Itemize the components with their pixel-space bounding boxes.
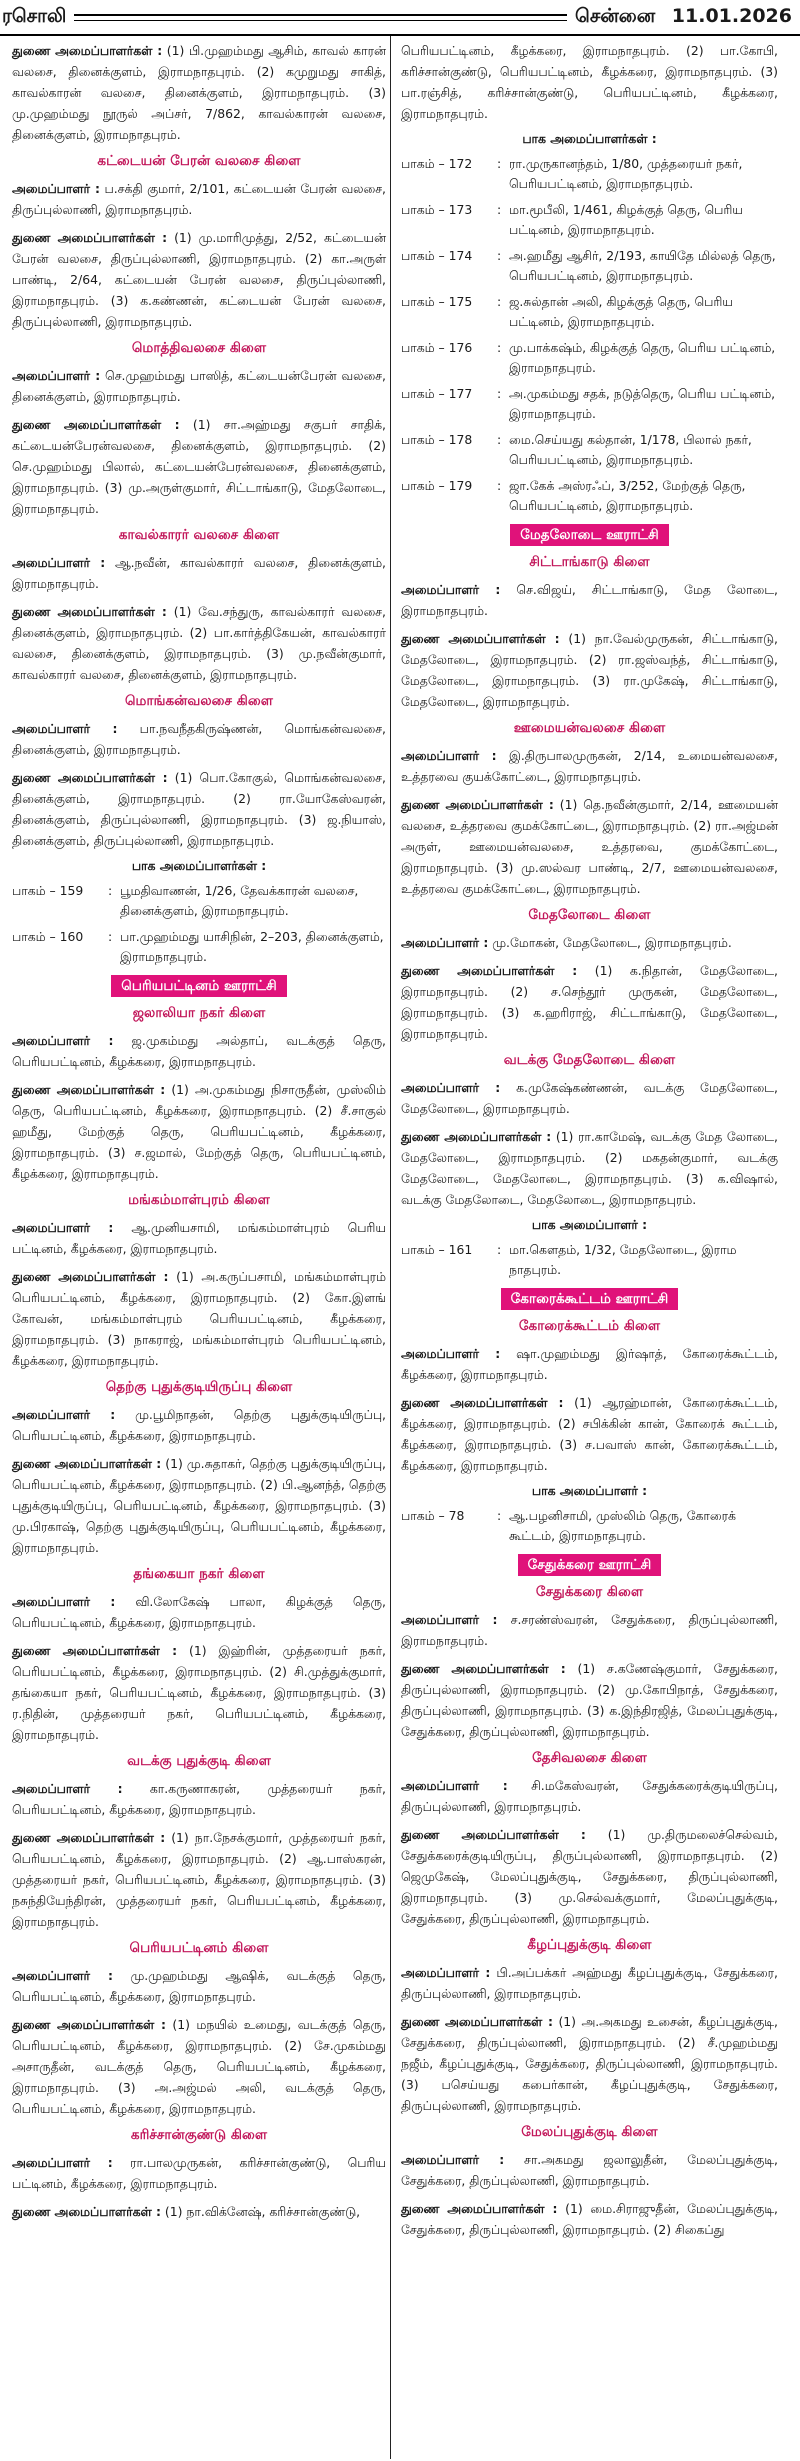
booth-organizers-heading: பாக அமைப்பாளர்கள் : [131,858,267,873]
role-label: அமைப்பாளர் : [12,1781,123,1796]
branch-heading: சேதுக்கரை கிளை [535,1584,644,1600]
role-label: துணை அமைப்பாளர்கள் : [12,230,168,245]
branch-heading: கோரைக்கூட்டம் கிளை [518,1318,661,1334]
member-details: பெரியபட்டினம், கீழக்கரை, இராமநாதபுரம். (2) பா.கோபி, கரிச்சான்குண்டு, பெரியபட்டினம், கீழக்கரை, இராமநாதபுரம். (3) பா.ரஞ்சித், கரிச்சான்குண்டு, பெரியபட்டினம், கீழக்கரை, இராமநாதபுரம். [401,43,778,121]
member-details: (1) நா.நேசக்குமார், முத்தரையர் நகர், பெரியபட்டினம், கீழக்கரை, இராமநாதபுரம். (2) ஆ.பாஸ்கரன், முத்தரையர் நகர், பெரியபட்டினம், கீழக்கரை, இராமநாதபுரம். (3) நசுந்தியேந்திரன், முத்தரையர் நகர், பெரியபட்டினம், கீழக்கரை, இராமநாதபுரம். [12,1830,386,1929]
member-details: மு.முஹம்மது ஆஷிக், வடக்குத் தெரு, பெரியபட்டினம், கீழக்கரை, இராமநாதபுரம். [12,1968,386,2004]
booth-number: பாகம் – 173 [401,202,473,217]
booth-colon: : [497,202,502,217]
branch-heading: மங்கம்மாள்புரம் கிளை [128,1192,270,1208]
booth-row [401,338,778,378]
branch-heading: சிட்டாங்காடு கிளை [529,554,650,570]
panchayat-title: கோரைக்கூட்டம் ஊராட்சி [501,1288,679,1310]
booth-organizer: பா.முஹம்மது யாசிநின், 2–203, தினைக்குளம், இராமநாதபுரம். [120,929,384,964]
member-entry [12,1079,386,1184]
member-details: செ.விஜய், சிட்டாங்காடு, மேத லோடை, இராமநாதபுரம். [401,582,778,618]
booth-organizers-heading: பாக அமைப்பாளர் : [531,1483,648,1498]
member-entry [401,1609,778,1651]
branch-heading: மேலப்புதுக்குடி கிளை [521,2124,658,2140]
member-entry [401,1962,778,2004]
member-entry [401,960,778,1044]
branch-heading: ஊமையன்வலசை கிளை [513,720,666,736]
role-label: துணை அமைப்பாளர்கள் : [401,1129,552,1144]
role-label: அமைப்பாளர் : [12,1220,114,1235]
booth-organizer: ஜா.கேக் அஸ்ரஃப், 3/252, மேற்குத் தெரு, பெரியபட்டினம், இராமநாதபுரம். [509,478,746,513]
right-column [391,36,782,2459]
branch-heading: காவல்காரர் வலசை கிளை [118,527,280,543]
member-details: (1) தெ.நவீன்குமார், 2/14, ஊமையன் வலசை, உத்தரவை குமக்கோட்டை, இராமநாதபுரம். (2) ரா.அஜ்மன் அருள், ஊமையன்வலசை, உத்தரவை, குமக்கோட்டை, இராமநாதபுரம். (3) மு.ஸல்வர பாண்டி, 2/7, ஊமையன்வலசை, உத்தரவை குமக்கோட்டை, இராமநாதபுரம். [401,797,778,896]
booth-organizer: ரா.முருகானந்தம், 1/80, முத்தரையர் நகர், பெரியபட்டினம், இராமநாதபுரம். [509,156,743,191]
booth-colon: : [108,883,113,898]
booth-number: பாகம் – 176 [401,340,473,355]
role-label: துணை அமைப்பாளர்கள் : [12,1269,169,1284]
member-details: ரா.பாலமுருகன், கரிச்சான்குண்டு, பெரிய பட்டினம், கீழக்கரை, இராமநாதபுரம். [12,2155,386,2191]
role-label: அமைப்பாளர் : [401,1778,508,1793]
booth-number: பாகம் – 177 [401,386,473,401]
booth-number: பாகம் – 161 [401,1242,473,1257]
member-entry [12,2201,386,2222]
member-entry [12,552,386,594]
masthead-dateline [575,5,800,30]
role-label: துணை அமைப்பாளர்கள் : [12,1456,162,1471]
member-details: (1) க.நிதான், மேதலோடை, இராமநாதபுரம். (2) ச.செந்தூர் முருகன், மேதலோடை, இராமநாதபுரம். (3) க.ஹரிராஜ், சிட்டாங்காடு, மேதலோடை, இராமநாதபுரம். [401,963,778,1041]
branch-heading: தெற்கு புதுக்குடியிருப்பு கிளை [105,1379,293,1395]
member-details: ஜ.முகம்மது அல்தாப், வடக்குத் தெரு, பெரியபட்டினம், கீழக்கரை, இராமநாதபுரம். [12,1033,386,1069]
branch-heading: ஜலாலியா நகர் கிளை [132,1005,266,1021]
branch-heading: பெரியபட்டினம் கிளை [129,1940,269,1956]
member-details: பா.நவநீதகிருஷ்ணன், மொங்கன்வலசை, தினைக்குளம், இராமநாதபுரம். [12,721,386,757]
member-entry [401,745,778,787]
role-label: அமைப்பாளர் : [401,1612,498,1627]
branch-heading: மேதலோடை கிளை [528,907,651,923]
newspaper-name: ரசொலி [2,4,67,27]
branch-heading: வடக்கு மேதலோடை கிளை [503,1052,676,1068]
member-entry [401,794,778,899]
booth-colon: : [497,156,502,171]
member-details: (1) மு.மாரிமுத்து, 2/52, கட்டையன் பேரன் வலசை, திருப்புல்லாணி, இராமநாதபுரம். (2) கா.அருள் பாண்டி, 2/64, கட்டையன் பேரன் வலசை, திருப்புல்லாணி, இராமநாதபுரம். (3) க.கண்ணன், கட்டையன் பேரன் வலசை, திருப்புல்லாணி, இராமநாதபுரம். [12,230,386,329]
member-entry [401,1392,778,1476]
role-label: அமைப்பாளர் : [401,1080,501,1095]
member-details: சி.மகேஸ்வரன், சேதுக்கரைக்குடியிருப்பு, திருப்புல்லாணி, இராமநாதபுரம். [401,1778,778,1814]
booth-organizer: பூமதிவாணன், 1/26, தேவக்காரன் வலசை, தினைக்குளம், இராமநாதபுரம். [120,883,359,918]
member-details: (1) பி.முஹம்மது ஆசிம், காவல் காரன் வலசை, தினைக்குளம், இராமநாதபுரம். (2) கமுறுமது சாகித், காவல்காரன் வலசை, தினைக்குளம், இராமநாதபுரம். (3) மு.முஹம்மது நூருல் அப்சர், 7/862, காவல்காரன் வலசை, தினைக்குளம், இராமநாதபுரம். [12,43,386,142]
member-entry [401,579,778,621]
branch-heading: கட்டையன் பேரன் வலசை கிளை [97,153,301,169]
panchayat-banner [401,1554,778,1576]
member-details: (1) மநயில் உமைது, வடக்குத் தெரு, பெரியபட்டினம், கீழக்கரை, இராமநாதபுரம். (2) சே.முகம்மது அசாருதீன், வடக்குத் தெரு, பெரியபட்டினம், கீழக்கரை, இராமநாதபுரம். (3) அ.அஜ்மல் அலி, வடக்குத் தெரு, பெரியபட்டினம், கீழக்கரை, இராமநாதபுரம். [12,2017,386,2116]
member-details: (1) மு.திருமலைச்செல்வம், சேதுக்கரைக்குடியிருப்பு, திருப்புல்லாணி, இராமநாதபுரம். (2) ஜெமுகேஷ், மேலப்புதுக்குடி, சேதுக்கரை, திருப்புல்லாணி, இராமநாதபுரம். (3) மு.செல்வக்குமார், மேலப்புதுக்குடி, சேதுக்கரை, திருப்புல்லாணி, இராமநாதபுரம். [401,1827,778,1926]
member-entry [12,2014,386,2119]
role-label: துணை அமைப்பாளர்கள் : [12,1082,166,1097]
booth-number: பாகம் – 175 [401,294,473,309]
member-entry [12,414,386,519]
role-label: துணை அமைப்பாளர்கள் : [401,1395,564,1410]
member-details: (1) ஆரஹ்மான், கோரைக்கூட்டம், கீழக்கரை, இராமநாதபுரம். (2) சபிக்கின் கான், கோரைக் கூட்டம், கீழக்கரை, இராமநாதபுரம். (3) ச.பவாஸ் கான், கோரைக்கூட்டம், கீழக்கரை, இராமநாதபுரம். [401,1395,778,1473]
member-details: (1) மை.சிராஜுதீன், மேலப்புதுக்குடி, சேதுக்கரை, திருப்புல்லாணி, இராமநாதபுரம். (2) சிகைப்து [401,2201,778,2237]
booth-number: பாகம் – 78 [401,1508,465,1523]
booth-row [401,1240,778,1280]
booth-organizer: மா.கௌதம், 1/32, மேதலோடை, இராம நாதபுரம். [509,1242,737,1277]
booth-colon: : [497,1508,502,1523]
booth-organizers-heading: பாக அமைப்பாளர்கள் : [522,131,657,146]
booth-number: பாகம் – 172 [401,156,473,171]
booth-colon: : [497,432,502,447]
booth-row [401,1506,778,1546]
panchayat-banner [401,1288,778,1310]
booth-organizer: அ.முகம்மது சதக், நடுத்தெரு, பெரிய பட்டினம், இராமநாதபுரம். [509,386,776,421]
member-entry [12,1404,386,1446]
member-details: கா.கருணாகரன், முத்தரையர் நகர், பெரியபட்டினம், கீழக்கரை, இராமநாதபுரம். [12,1781,386,1817]
member-details: (1) அ.அகமது உசைன், கீழப்புதுக்குடி, சேதுக்கரை, திருப்புல்லாணி, இராமநாதபுரம். (2) சீ.முஹம்மது நஜீம், கீழப்புதுக்குடி, சேதுக்கரை, திருப்புல்லாணி, இராமநாதபுரம். (3) பசெய்யது கபைர்கான், கீழப்புதுக்குடி, சேதுக்கரை, திருப்புல்லாணி, இராமநாதபுரம். [401,2014,778,2113]
member-entry [12,1030,386,1072]
booth-row [401,384,778,424]
member-entry [401,2198,778,2240]
member-details: இ.திருபாலமுருகன், 2/14, உமையன்வலசை, உத்தரவை குயக்கோட்டை, இராமநாதபுரம். [401,748,778,784]
member-details: சா.அகமது ஜலாலுதீன், மேலப்புதுக்குடி, சேதுக்கரை, திருப்புல்லாணி, இராமநாதபுரம். [401,2152,778,2188]
member-details: ச.சரண்ஸ்வரன், சேதுக்கரை, திருப்புல்லாணி, இராமநாதபுரம். [401,1612,778,1648]
member-entry [401,40,778,124]
booth-row [401,476,778,516]
member-entry [12,767,386,851]
booth-colon: : [497,248,502,263]
role-label: துணை அமைப்பாளர்கள் : [12,770,168,785]
masthead-city: சென்னை [575,4,656,27]
role-label: துணை அமைப்பாளர்கள் : [12,2017,166,2032]
member-entry [401,1658,778,1742]
member-entry [12,1266,386,1371]
branch-heading: கீழப்புதுக்குடி கிளை [527,1937,652,1953]
role-label: அமைப்பாளர் : [12,181,100,196]
branch-heading: கரிச்சான்குண்டு கிளை [130,2127,268,2143]
member-details: (1) அ.முகம்மது நிசாருதீன், முஸ்லிம் தெரு, பெரியபட்டினம், கீழக்கரை, இராமநாதபுரம். (2) சீ.சாகுல் ஹமீது, மேற்குத் தெரு, பெரியபட்டினம், கீழக்கரை, இராமநாதபுரம். (3) ச.ஜமால், மேற்குத் தெரு, பெரியபட்டினம், கீழக்கரை, இராமநாதபுரம். [12,1082,386,1181]
role-label: துணை அமைப்பாளர்கள் : [401,1661,566,1676]
role-label: அமைப்பாளர் : [401,2152,505,2167]
member-entry [12,227,386,332]
role-label: துணை அமைப்பாளர்கள் : [12,604,167,619]
member-entry [12,1453,386,1558]
member-details: ப.சக்தி குமார், 2/101, கட்டையன் பேரன் வலசை, திருப்புல்லாணி, இராமநாதபுரம். [12,181,386,217]
role-label: துணை அமைப்பாளர்கள் : [12,417,180,432]
role-label: அமைப்பாளர் : [401,1346,501,1361]
role-label: அமைப்பாளர் : [12,1968,113,1983]
role-label: துணை அமைப்பாளர்கள் : [12,2204,161,2219]
branch-heading: தங்கையா நகர் கிளை [133,1566,265,1582]
member-details: மு.பூமிநாதன், தெற்கு புதுக்குடியிருப்பு, பெரியபட்டினம், கீழக்கரை, இராமநாதபுரம். [12,1407,386,1443]
role-label: அமைப்பாளர் : [12,2155,113,2170]
member-details: (1) சா.அஹ்மது சகுபர் சாதிக், கட்டையன்பேரன்வலசை, தினைக்குளம், இராமநாதபுரம். (2) செ.முஹம்மது பிலால், கட்டையன்பேரன்வலசை, தினைக்குளம், இராமநாதபுரம். (3) மு.அருள்குமார், சிட்டாங்காடு, மேதலோடை, இராமநாதபுரம். [12,417,386,516]
member-details: (1) ச.கணேஷ்குமார், சேதுக்கரை, திருப்புல்லாணி, இராமநாதபுரம். (2) மு.கோபிநாத், சேதுக்கரை, திருப்புல்லாணி, இராமநாதபுரம். (3) க.இந்திரஜித், மேலப்புதுக்குடி, சேதுக்கரை, திருப்புல்லாணி, இராமநாதபுரம். [401,1661,778,1739]
booth-row [12,927,386,967]
member-entry [12,718,386,760]
role-label: துணை அமைப்பாளர்கள் : [12,1643,178,1658]
member-entry [401,628,778,712]
branch-heading: வடக்கு புதுக்குடி கிளை [127,1753,271,1769]
member-entry [12,601,386,685]
member-details: (1) இஹ்ரின், முத்தரையர் நகர், பெரியபட்டினம், கீழக்கரை, இராமநாதபுரம். (2) சி.முத்துக்குமார், தங்கையா நகர், பெரியபட்டினம், கீழக்கரை, இராமநாதபுரம். (3) ர.நிதின், முத்தரையர் நகர், பெரியபட்டினம், கீழக்கரை, இராமநாதபுரம். [12,1643,386,1742]
role-label: துணை அமைப்பாளர்கள் : [12,1830,166,1845]
role-label: அமைப்பாளர் : [12,368,101,383]
member-details: (1) வே.சந்துரு, காவல்காரர் வலசை, தினைக்குளம், இராமநாதபுரம். (2) பா.கார்த்திகேயன், காவல்காரர் வலசை, தினைக்குளம், இராமநாதபுரம். (3) மு.நவீன்குமார், காவல்காரர் வலசை, தினைக்குளம், இராமநாதபுரம். [12,604,386,682]
booth-number: பாகம் – 159 [12,883,84,898]
masthead [0,0,800,36]
booth-organizer: மை.செய்யது கல்தான், 1/178, பிலால் நகர், பெரியபட்டினம், இராமநாதபுரம். [509,432,752,467]
member-details: (1) மு.சுதாகர், தெற்கு புதுக்குடியிருப்பு, பெரியபட்டினம், கீழக்கரை, இராமநாதபுரம். (2) பி.ஆனந்த், தெற்கு புதுக்குடியிருப்பு, பெரியபட்டினம், கீழக்கரை, இராமநாதபுரம். (3) மு.பிரகாஷ், தெற்கு புதுக்குடியிருப்பு, பெரியபட்டினம், கீழக்கரை, இராமநாதபுரம். [12,1456,386,1555]
member-details: பி.அப்பக்கர் அஹ்மது கீழப்புதுக்குடி, சேதுக்கரை, திருப்புல்லாணி, இராமநாதபுரம். [401,1965,778,2001]
role-label: துணை அமைப்பாளர்கள் : [401,2201,558,2216]
role-label: துணை அமைப்பாளர்கள் : [401,2014,553,2029]
member-entry [401,1824,778,1929]
booth-colon: : [497,294,502,309]
booth-colon: : [497,340,502,355]
role-label: அமைப்பாளர் : [12,1033,114,1048]
booth-row [401,246,778,286]
booth-number: பாகம் – 160 [12,929,84,944]
panchayat-title: பெரியபட்டினம் ஊராட்சி [111,975,286,997]
role-label: அமைப்பாளர் : [401,1965,491,1980]
member-details: ஆ.முனியசாமி, மங்கம்மாள்புரம் பெரிய பட்டினம், கீழக்கரை, இராமநாதபுரம். [12,1220,386,1256]
booth-organizer: மு.பாக்கஷ்ம், கிழக்குத் தெரு, பெரிய பட்டினம், இராமநாதபுரம். [509,340,776,375]
member-entry [401,1126,778,1210]
member-entry [12,365,386,407]
member-entry [12,1640,386,1745]
booth-colon: : [497,478,502,493]
branch-heading: மொங்கன்வலசை கிளை [124,693,274,709]
masthead-date: 11.01.2026 [671,4,792,27]
member-entry [401,2149,778,2191]
member-entry [401,1343,778,1385]
member-entry [401,1775,778,1817]
booth-colon: : [497,1242,502,1257]
booth-number: பாகம் – 179 [401,478,473,493]
role-label: அமைப்பாளர் : [401,935,489,950]
booth-organizers-heading: பாக அமைப்பாளர் : [531,1217,648,1232]
member-details: ஷா.முஹம்மது இர்ஷாத், கோரைக்கூட்டம், கீழக்கரை, இராமநாதபுரம். [401,1346,778,1382]
member-details: (1) நா.விக்னேஷ், கரிச்சான்குண்டு, [164,2204,361,2219]
role-label: துணை அமைப்பாளர்கள் : [401,963,578,978]
left-column [0,36,391,2459]
booth-number: பாகம் – 174 [401,248,473,263]
booth-organizer: ஆ.பழனிசாமி, முஸ்லிம் தெரு, கோரைக் கூட்டம், இராமநாதபுரம். [509,1508,736,1543]
role-label: துணை அமைப்பாளர்கள் : [12,43,163,58]
member-details: க.முகேஷ்கண்ணன், வடக்கு மேதலோடை, மேதலோடை, இராமநாதபுரம். [401,1080,778,1116]
booth-number: பாகம் – 178 [401,432,473,447]
member-entry [12,2152,386,2194]
member-details: (1) நா.வேல்முருகன், சிட்டாங்காடு, மேதலோடை, இராமநாதபுரம். (2) ரா.ஜஸ்வந்த், சிட்டாங்காடு, மேதலோடை, இராமநாதபுரம். (3) ரா.முகேஷ், சிட்டாங்காடு, மேதலோடை, இராமநாதபுரம். [401,631,778,709]
member-entry [401,1077,778,1119]
role-label: அமைப்பாளர் : [401,582,501,597]
member-entry [12,178,386,220]
member-entry [12,1778,386,1820]
booth-organizer: மா.மூபீலி, 1/461, கிழக்குத் தெரு, பெரிய பட்டினம், இராமநாதபுரம். [509,202,743,237]
member-details: (1) பொ.கோகுல், மொங்கன்வலசை, தினைக்குளம், இராமநாதபுரம். (2) ரா.யோகேஸ்வரன், தினைக்குளம், திருப்புல்லாணி, இராமநாதபுரம். (3) ஜ.நியாஸ், தினைக்குளம், திருப்புல்லாணி, இராமநாதபுரம். [12,770,386,848]
panchayat-banner [401,524,778,546]
booth-row [12,881,386,921]
member-entry [401,2011,778,2116]
booth-organizer: அ.ஹமீது ஆசிர், 2/193, காயிதே மில்லத் தெரு, பெரியபட்டினம், இராமநாதபுரம். [509,248,776,283]
booth-row [401,200,778,240]
role-label: அமைப்பாளர் : [12,555,106,570]
masthead-rule [74,14,567,21]
booth-row [401,292,778,332]
member-entry [401,932,778,953]
member-entry [12,1217,386,1259]
role-label: துணை அமைப்பாளர்கள் : [401,797,554,812]
role-label: அமைப்பாளர் : [12,721,118,736]
panchayat-banner [12,975,386,997]
member-details: ஆ.நவீன், காவல்காரர் வலசை, தினைக்குளம், இராமநாதபுரம். [12,555,386,591]
branch-heading: தேசிவலசை கிளை [532,1750,647,1766]
booth-colon: : [108,929,113,944]
booth-row [401,430,778,470]
booth-colon: : [497,386,502,401]
role-label: அமைப்பாளர் : [12,1407,116,1422]
role-label: அமைப்பாளர் : [12,1594,116,1609]
member-details: வி.லோகேஷ் பாலா, கிழக்குத் தெரு, பெரியபட்டினம், கீழக்கரை, இராமநாதபுரம். [12,1594,386,1630]
article-columns [0,36,800,2459]
role-label: துணை அமைப்பாளர்கள் : [401,1827,586,1842]
member-details: மு.மோகன், மேதலோடை, இராமநாதபுரம். [492,935,732,950]
branch-heading: மொத்திவலசை கிளை [131,340,267,356]
member-entry [12,1965,386,2007]
member-details: செ.முஹம்மது பாஸித், கட்டையன்பேரன் வலசை, தினைக்குளம், இராமநாதபுரம். [12,368,386,404]
booth-organizer: ஜ.சுல்தான் அலி, கிழக்குத் தெரு, பெரிய பட்டினம், இராமநாதபுரம். [509,294,733,329]
member-entry [12,40,386,145]
booth-row [401,154,778,194]
panchayat-title: மேதலோடை ஊராட்சி [510,524,669,546]
member-entry [12,1827,386,1932]
member-entry [12,1591,386,1633]
member-details: (1) ரா.காமேஷ், வடக்கு மேத லோடை, மேதலோடை, இராமநாதபுரம். (2) மகதன்குமார், வடக்கு மேதலோடை, மேதலோடை, இராமநாதபுரம். (3) க.விஷால், வடக்கு மேதலோடை, மேதலோடை, இராமநாதபுரம். [401,1129,778,1207]
role-label: துணை அமைப்பாளர்கள் : [401,631,560,646]
panchayat-title: சேதுக்கரை ஊராட்சி [518,1554,662,1576]
role-label: அமைப்பாளர் : [401,748,497,763]
member-details: (1) அ.கருப்பசாமி, மங்கம்மாள்புரம் பெரியபட்டினம், கீழக்கரை, இராமநாதபுரம். (2) கோ.இளங் கோவன், மங்கம்மாள்புரம் பெரியபட்டினம், கீழக்கரை, இராமநாதபுரம். (3) நாகராஜ், மங்கம்மாள்புரம் பெரியபட்டினம், கீழக்கரை, இராமநாதபுரம். [12,1269,386,1368]
